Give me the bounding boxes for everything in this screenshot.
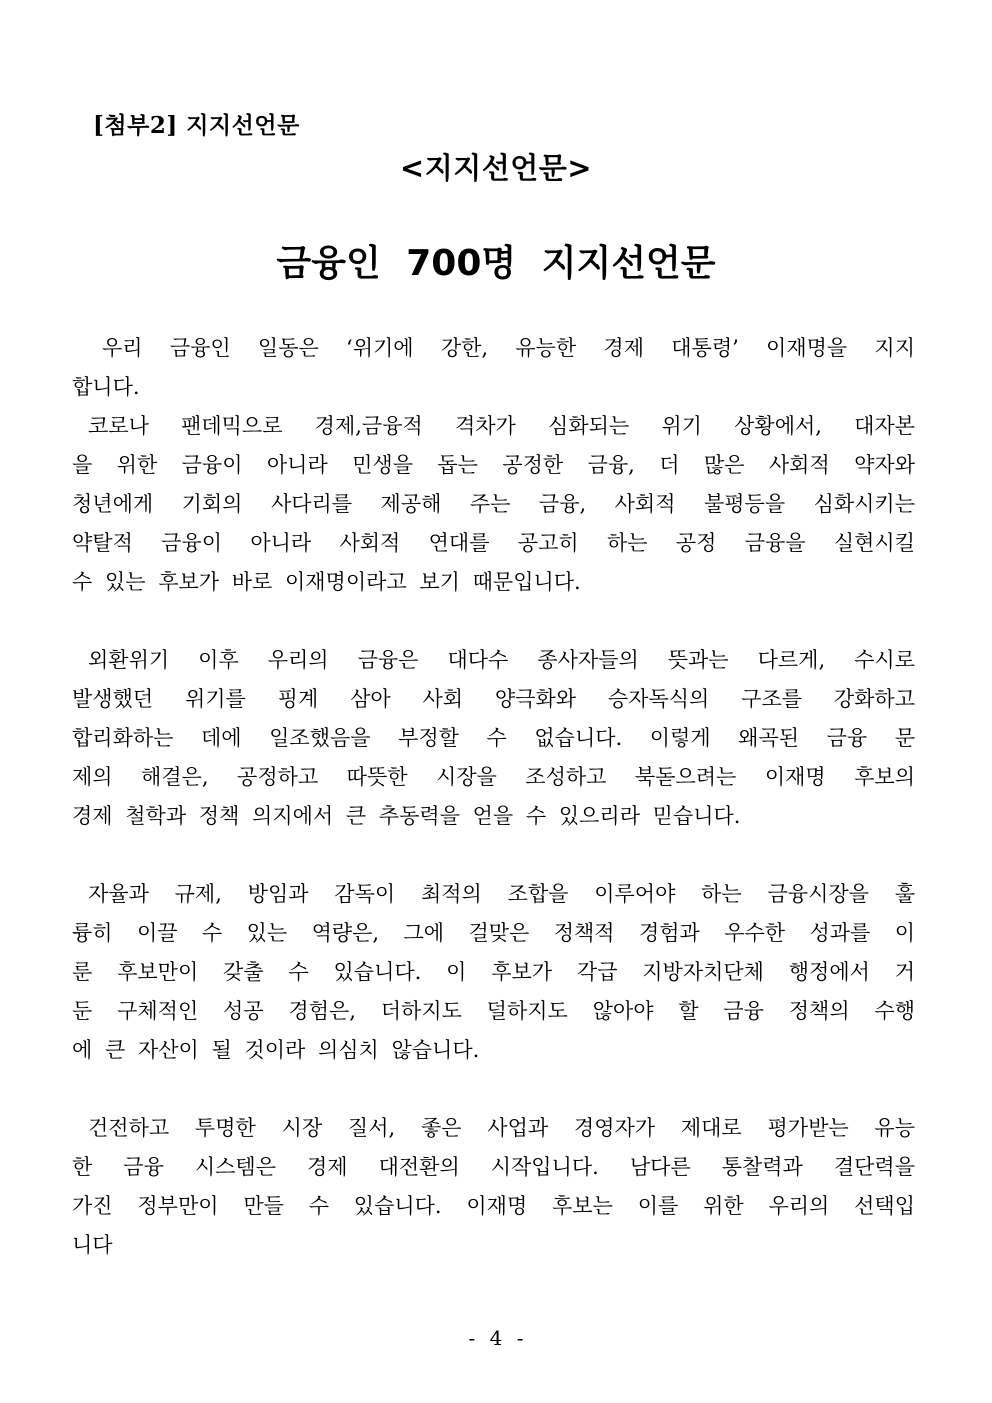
paragraph: [72, 407, 915, 602]
text-line: 우리 금융인 일동은 ‘위기에 강한, 유능한 경제 대통령’ 이재명을 지지: [102, 336, 915, 360]
text-line: 룬 후보만이 갖출 수 있습니다. 이 후보가 각급 지방자치단체 행정에서 거: [72, 960, 915, 984]
paragraph: [72, 875, 915, 1070]
paragraph: [72, 1109, 915, 1265]
text-line: 에 큰 자산이 될 것이라 의심치 않습니다.: [72, 1038, 480, 1062]
attachment-label: [첨부2] 지지선언문: [93, 112, 300, 139]
text-line: 청년에게 기회의 사다리를 제공해 주는 금융, 사회적 불평등을 심화시키는: [72, 492, 915, 516]
paragraph: [72, 641, 915, 836]
text-line: 발생했던 위기를 핑계 삼아 사회 양극화와 승자독식의 구조를 강화하고: [72, 687, 915, 711]
text-line: 외환위기 이후 우리의 금융은 대다수 종사자들의 뜻과는 다르게, 수시로: [88, 648, 915, 672]
text-line: 한 금융 시스템은 경제 대전환의 시작입니다. 남다른 통찰력과 결단력을: [72, 1155, 915, 1179]
text-line: 수 있는 후보가 바로 이재명이라고 보기 때문입니다.: [72, 570, 581, 594]
text-line: 을 위한 금융이 아니라 민생을 돕는 공정한 금융, 더 많은 사회적 약자와: [72, 453, 915, 477]
text-line: 합니다.: [72, 375, 140, 399]
paragraph: [72, 329, 915, 407]
text-line: 합리화하는 데에 일조했음을 부정할 수 없습니다. 이렇게 왜곡된 금융 문: [72, 726, 915, 750]
text-line: 륭히 이끌 수 있는 역량은, 그에 걸맞은 정책적 경험과 우수한 성과를 이: [72, 921, 915, 945]
text-line: 건전하고 투명한 시장 질서, 좋은 사업과 경영자가 제대로 평가받는 유능: [88, 1116, 915, 1140]
document-body: [72, 329, 915, 1265]
text-line: 니다: [72, 1233, 113, 1257]
text-line: 자율과 규제, 방임과 감독이 최적의 조합을 이루어야 하는 금융시장을 훌: [88, 882, 915, 906]
section-heading: <지지선언문>: [399, 151, 593, 185]
text-line: 약탈적 금융이 아니라 사회적 연대를 공고히 하는 공정 금융을 실현시킬: [72, 531, 915, 555]
text-line: 코로나 팬데믹으로 경제,금융적 격차가 심화되는 위기 상황에서, 대자본: [88, 414, 915, 438]
page-number: - 4 -: [468, 1326, 524, 1350]
document-title: 금융인 700명 지지선언문: [276, 243, 716, 284]
text-line: 둔 구체적인 성공 경험은, 더하지도 덜하지도 않아야 할 금융 정책의 수행: [72, 999, 915, 1023]
text-line: 경제 철학과 정책 의지에서 큰 추동력을 얻을 수 있으리라 믿습니다.: [72, 804, 741, 828]
text-line: 가진 정부만이 만들 수 있습니다. 이재명 후보는 이를 위한 우리의 선택입: [72, 1194, 915, 1218]
text-line: 제의 해결은, 공정하고 따뜻한 시장을 조성하고 북돋으려는 이재명 후보의: [72, 765, 915, 789]
